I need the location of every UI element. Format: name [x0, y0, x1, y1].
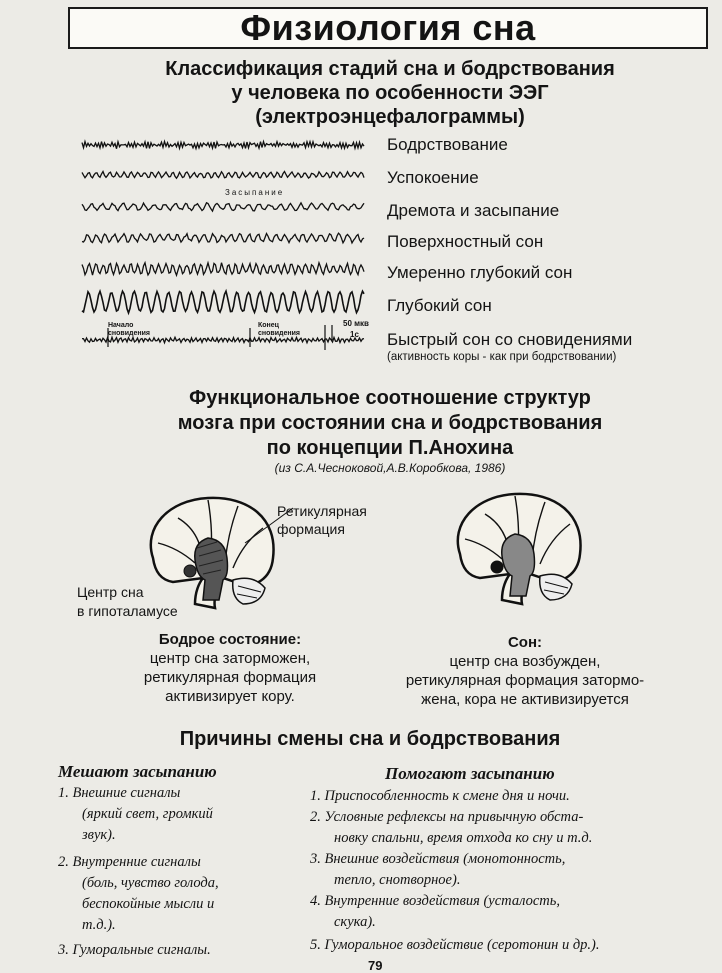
rem-note: (активность коры - как при бодрствовании) — [387, 351, 617, 363]
list-item-text: 2. Внутренние сигналы — [58, 854, 201, 870]
awake-line: активизирует кору. — [165, 688, 295, 705]
brain-sleep-diagram — [440, 484, 600, 614]
eeg-trace-5 — [82, 263, 364, 276]
list-item-text: 1. Внешние сигналы — [58, 785, 181, 801]
list-item — [310, 807, 720, 849]
stage-moderate-sleep: Умеренно глубокий сон — [387, 263, 573, 282]
stage-rem-sleep: Быстрый сон со сновидениями — [387, 330, 633, 349]
list-item — [310, 935, 720, 956]
stage-deep-sleep: Глубокий сон — [387, 296, 492, 315]
list-item-text: 2. Условные рефлексы на привычную обста- — [310, 809, 584, 825]
list-item-text: 3. Гуморальные сигналы. — [58, 942, 211, 958]
anokhin-heading — [60, 386, 720, 461]
hinder-title: Мешают засыпанию — [58, 762, 217, 781]
causes-heading: Причины смены сна и бодрствования — [179, 728, 561, 750]
list-item — [310, 786, 720, 807]
awake-title: Бодрое состояние: — [158, 631, 302, 648]
list-item — [310, 849, 720, 891]
sleep-title: Сон: — [507, 634, 543, 651]
eeg-heading-line: (электроэнцефалограммы) — [255, 106, 525, 128]
page-title: Физиология сна — [240, 7, 536, 48]
sleep-line: жена, кора не активизируется — [421, 691, 629, 708]
sleep-line: центр сна возбужден, — [449, 653, 601, 670]
dream-end-marker — [258, 322, 300, 338]
eeg-traces — [0, 0, 722, 370]
eeg-heading-line: у человека по особенности ЭЭГ — [231, 82, 549, 104]
help-title: Помогают засыпанию — [385, 764, 555, 783]
eeg-heading-line: Классификация стадий сна и бодрствования — [165, 58, 615, 80]
list-item — [58, 940, 288, 961]
list-item-text: тепло, снотворное). — [334, 872, 461, 888]
eeg-trace-7 — [82, 337, 364, 342]
label-reticular-formation — [277, 502, 367, 538]
eeg-trace-4 — [82, 233, 364, 243]
dream-start-marker — [108, 322, 150, 338]
label-line: Ретикулярная — [277, 503, 367, 519]
scale-time: 1с — [350, 330, 359, 339]
list-item — [58, 852, 288, 936]
marker-line: сновидения — [108, 330, 150, 337]
label-sleep-center — [77, 583, 178, 621]
list-item-text: 1. Приспособленность к смене дня и ночи. — [310, 788, 570, 804]
stage-awake: Бодрствование — [387, 135, 508, 154]
list-item-text: скука). — [334, 914, 376, 930]
awake-state-description — [110, 630, 350, 706]
list-item-text: (яркий свет, громкий — [82, 806, 213, 822]
list-item-text: 4. Внутренние воздействия (усталость, — [310, 893, 560, 909]
eeg-trace-1 — [82, 142, 364, 149]
label-line: формация — [277, 521, 345, 537]
sleep-line: ретикулярная формация затормо- — [405, 672, 645, 689]
eeg-trace-3 — [82, 203, 364, 211]
marker-line: сновидения — [258, 330, 300, 337]
list-item-text: звук). — [82, 827, 116, 843]
label-line: Центр сна — [77, 584, 144, 600]
stage-drowsy: Дремота и засыпание — [387, 201, 560, 220]
list-item-text: 5. Гуморальное воздействие (серотонин и др.). — [310, 937, 600, 953]
source-citation: (из С.А.Чесноковой,А.В.Коробкова, 1986) — [274, 461, 506, 475]
page-number: 79 — [368, 958, 383, 973]
list-item-text: беспокойные мысли и — [82, 896, 215, 912]
list-item-text: новку спальни, время отхода ко сну и т.д. — [334, 830, 593, 846]
eeg-trace-6 — [82, 291, 364, 313]
sleep-state-description — [375, 633, 675, 709]
anokhin-heading-line: мозга при состоянии сна и бодрствования — [177, 412, 603, 434]
awake-line: ретикулярная формация — [143, 669, 317, 686]
list-item — [310, 891, 720, 933]
hinder-list — [58, 783, 288, 961]
list-item-text: (боль, чувство голода, — [82, 875, 219, 891]
label-line: в гипоталамусе — [77, 603, 178, 619]
falling-asleep-marker: Засыпание — [225, 188, 285, 197]
list-item-text: т.д.). — [82, 917, 116, 933]
anokhin-heading-line: по концепции П.Анохина — [266, 437, 514, 459]
list-item — [58, 783, 288, 846]
eeg-trace-2 — [82, 172, 364, 179]
help-list — [310, 786, 720, 956]
list-item-text: 3. Внешние воздействия (монотонность, — [310, 851, 566, 867]
awake-line: центр сна заторможен, — [149, 650, 311, 667]
marker-line: Конец — [258, 322, 279, 329]
marker-line: Начало — [108, 322, 134, 329]
anokhin-heading-line: Функциональное соотношение структур — [189, 387, 591, 409]
stage-calm: Успокоение — [387, 168, 479, 187]
stage-light-sleep: Поверхностный сон — [387, 232, 544, 251]
scale-amplitude: 50 мкв — [343, 319, 369, 328]
